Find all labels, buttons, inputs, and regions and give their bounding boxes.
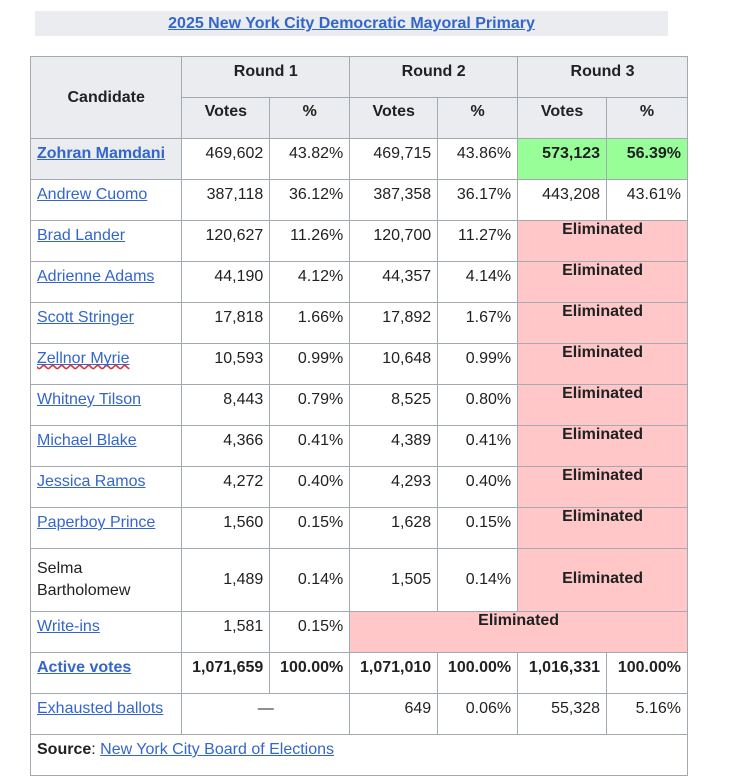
pct-cell: 0.15% [438, 508, 518, 549]
source-separator: : [91, 741, 101, 758]
votes-cell: 469,715 [350, 139, 438, 180]
candidate-cell [31, 180, 182, 221]
votes-cell: 17,892 [350, 303, 438, 344]
table-row [31, 262, 688, 303]
no-value-cell: — [182, 694, 350, 735]
pct-cell: 11.27% [438, 221, 518, 262]
votes-cell: 1,560 [182, 508, 270, 549]
table-row [31, 467, 688, 508]
votes-cell: 387,118 [182, 180, 270, 221]
candidate-link[interactable]: Paperboy Prince [37, 514, 156, 531]
table-row [31, 385, 688, 426]
votes-cell: 120,627 [182, 221, 270, 262]
candidate-cell [31, 221, 182, 262]
pct-cell: 4.12% [270, 262, 350, 303]
votes-cell: 1,505 [350, 549, 438, 612]
pct-cell: 0.06% [438, 694, 518, 735]
pct-cell: 43.86% [438, 139, 518, 180]
source-row [31, 735, 688, 776]
votes-cell: 17,818 [182, 303, 270, 344]
votes-cell: 1,016,331 [518, 653, 607, 694]
header-candidate: Candidate [31, 57, 182, 139]
pct-cell: 0.14% [270, 549, 350, 612]
header-round-1: Round 1 [182, 57, 350, 98]
candidate-link[interactable]: Write-ins [37, 618, 100, 635]
active-votes-link[interactable]: Active votes [37, 659, 132, 676]
votes-cell: 120,700 [350, 221, 438, 262]
votes-cell: 8,443 [182, 385, 270, 426]
caption-link[interactable]: 2025 New York City Democratic Mayoral Primary [168, 15, 535, 32]
candidate-cell [31, 385, 182, 426]
table-row [31, 221, 688, 262]
pct-cell: 43.61% [607, 180, 688, 221]
eliminated-cell: Eliminated [518, 508, 688, 549]
votes-cell: 4,389 [350, 426, 438, 467]
eliminated-cell: Eliminated [518, 344, 688, 385]
pct-cell: 0.99% [270, 344, 350, 385]
votes-cell: 44,357 [350, 262, 438, 303]
votes-cell: 1,581 [182, 612, 270, 653]
winner-pct-cell: 56.39% [607, 139, 688, 180]
pct-cell: 11.26% [270, 221, 350, 262]
eliminated-cell: Eliminated [518, 549, 688, 612]
eliminated-cell: Eliminated [350, 612, 688, 653]
candidate-link[interactable]: Andrew Cuomo [37, 186, 148, 203]
votes-cell: 1,071,010 [350, 653, 438, 694]
candidate-link[interactable]: Michael Blake [37, 432, 137, 449]
candidate-cell [31, 508, 182, 549]
candidate-cell [31, 344, 182, 385]
candidate-cell [31, 653, 182, 694]
votes-cell: 10,593 [182, 344, 270, 385]
votes-cell: 649 [350, 694, 438, 735]
candidate-link[interactable]: Whitney Tilson [37, 391, 142, 408]
votes-cell: 443,208 [518, 180, 607, 221]
table-row [31, 139, 688, 180]
eliminated-cell: Eliminated [518, 221, 688, 262]
candidate-link[interactable]: Brad Lander [37, 227, 126, 244]
pct-cell: 0.41% [270, 426, 350, 467]
pct-cell: 100.00% [607, 653, 688, 694]
pct-cell: 0.79% [270, 385, 350, 426]
exhausted-row [31, 694, 688, 735]
votes-cell: 1,489 [182, 549, 270, 612]
pct-cell: 0.14% [438, 549, 518, 612]
pct-cell: 36.12% [270, 180, 350, 221]
votes-cell: 55,328 [518, 694, 607, 735]
eliminated-cell: Eliminated [518, 467, 688, 508]
pct-cell: 0.80% [438, 385, 518, 426]
pct-cell: 0.41% [438, 426, 518, 467]
exhausted-ballots-link[interactable]: Exhausted ballots [37, 700, 164, 717]
header-round-3: Round 3 [518, 57, 688, 98]
pct-cell: 36.17% [438, 180, 518, 221]
table-row [31, 549, 688, 612]
pct-cell: 0.40% [438, 467, 518, 508]
pct-cell: 0.40% [270, 467, 350, 508]
table-row [31, 508, 688, 549]
pct-cell: 1.67% [438, 303, 518, 344]
votes-cell: 8,525 [350, 385, 438, 426]
pct-cell: 100.00% [270, 653, 350, 694]
candidate-link[interactable]: Zohran Mamdani [37, 145, 166, 162]
header-pct: % [607, 98, 688, 139]
header-pct: % [438, 98, 518, 139]
votes-cell: 10,648 [350, 344, 438, 385]
candidate-cell [31, 612, 182, 653]
pct-cell: 100.00% [438, 653, 518, 694]
votes-cell: 469,602 [182, 139, 270, 180]
source-cell [31, 735, 688, 776]
pct-cell: 0.15% [270, 612, 350, 653]
candidate-link[interactable]: Scott Stringer [37, 309, 134, 326]
candidate-name-text: Zellnor Myrie [37, 350, 130, 367]
eliminated-cell: Eliminated [518, 303, 688, 344]
table-caption [35, 11, 668, 36]
header-votes: Votes [518, 98, 607, 139]
candidate-cell [31, 139, 182, 180]
candidate-cell [31, 426, 182, 467]
source-label: Source [37, 741, 92, 758]
pct-cell: 4.14% [438, 262, 518, 303]
eliminated-cell: Eliminated [518, 385, 688, 426]
table-row [31, 344, 688, 385]
votes-cell: 1,628 [350, 508, 438, 549]
candidate-link[interactable]: Jessica Ramos [37, 473, 146, 490]
results-table [30, 56, 688, 776]
pct-cell: 43.82% [270, 139, 350, 180]
candidate-cell [31, 262, 182, 303]
votes-cell: 44,190 [182, 262, 270, 303]
table-row [31, 426, 688, 467]
candidate-link[interactable] [37, 350, 129, 367]
table-row [31, 180, 688, 221]
candidate-link[interactable]: Adrienne Adams [37, 268, 155, 285]
candidate-cell [31, 303, 182, 344]
candidate-name: Selma Bartholomew [31, 549, 182, 612]
winner-votes-cell: 573,123 [518, 139, 607, 180]
pct-cell: 0.99% [438, 344, 518, 385]
header-votes: Votes [350, 98, 438, 139]
candidate-cell [31, 467, 182, 508]
header-votes: Votes [182, 98, 270, 139]
pct-cell: 0.15% [270, 508, 350, 549]
eliminated-cell: Eliminated [518, 426, 688, 467]
votes-cell: 4,272 [182, 467, 270, 508]
table-row [31, 612, 688, 653]
votes-cell: 4,366 [182, 426, 270, 467]
header-round-2: Round 2 [350, 57, 518, 98]
active-votes-row [31, 653, 688, 694]
votes-cell: 4,293 [350, 467, 438, 508]
pct-cell: 1.66% [270, 303, 350, 344]
header-pct: % [270, 98, 350, 139]
votes-cell: 1,071,659 [182, 653, 270, 694]
source-link[interactable]: New York City Board of Elections [100, 741, 335, 758]
eliminated-cell: Eliminated [518, 262, 688, 303]
pct-cell: 5.16% [607, 694, 688, 735]
votes-cell: 387,358 [350, 180, 438, 221]
candidate-cell [31, 694, 182, 735]
table-row [31, 303, 688, 344]
